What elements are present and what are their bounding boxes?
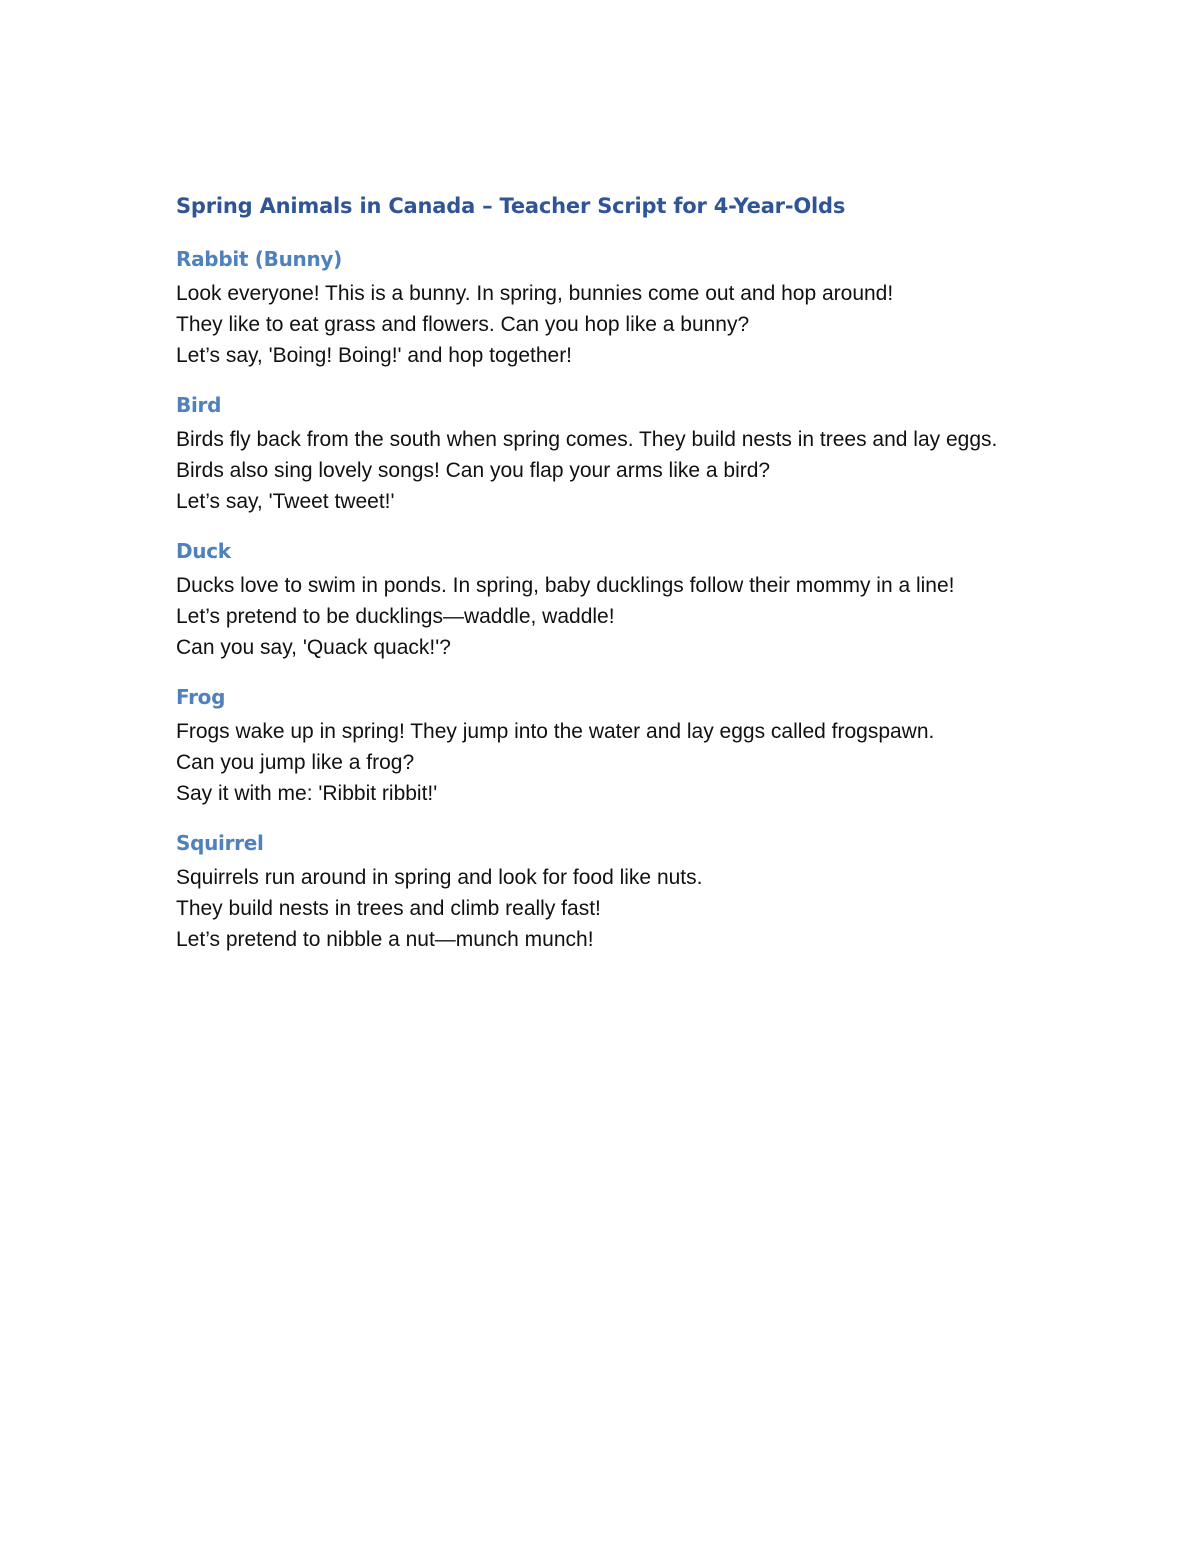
- section-line: Let’s say, 'Tweet tweet!': [176, 490, 395, 513]
- section-heading-bird: Bird: [176, 393, 222, 417]
- section-rabbit: [176, 244, 1036, 371]
- section-line: Say it with me: 'Ribbit ribbit!': [176, 782, 438, 805]
- section-squirrel: [176, 828, 1036, 955]
- section-heading-rabbit: Rabbit (Bunny): [176, 247, 342, 271]
- section-frog: [176, 682, 1036, 809]
- section-bird: [176, 390, 1036, 517]
- section-heading-duck: Duck: [176, 539, 231, 563]
- section-line: They build nests in trees and climb really fast!: [176, 897, 601, 920]
- section-line: Can you say, 'Quack quack!'?: [176, 636, 451, 659]
- section-duck: [176, 536, 1036, 663]
- document-body: [176, 188, 1036, 974]
- section-line: Let’s pretend to be ducklings—waddle, waddle!: [176, 605, 615, 628]
- section-heading-squirrel: Squirrel: [176, 831, 264, 855]
- section-line: Frogs wake up in spring! They jump into the water and lay eggs called frogspawn.: [176, 720, 935, 743]
- section-line: Let’s say, 'Boing! Boing!' and hop together!: [176, 344, 573, 367]
- section-line: Let’s pretend to nibble a nut—munch munch!: [176, 928, 594, 951]
- page-title: Spring Animals in Canada – Teacher Script for 4-Year-Olds: [176, 194, 846, 218]
- section-line: They like to eat grass and flowers. Can you hop like a bunny?: [176, 313, 750, 336]
- section-line: Can you jump like a frog?: [176, 751, 415, 774]
- section-line: Squirrels run around in spring and look for food like nuts.: [176, 866, 703, 889]
- section-line: Look everyone! This is a bunny. In spring, bunnies come out and hop around!: [176, 282, 894, 305]
- section-line: Birds fly back from the south when spring comes. They build nests in trees and lay eggs.: [176, 428, 998, 451]
- section-line: Ducks love to swim in ponds. In spring, baby ducklings follow their mommy in a line!: [176, 574, 955, 597]
- section-line: Birds also sing lovely songs! Can you flap your arms like a bird?: [176, 459, 771, 482]
- section-heading-frog: Frog: [176, 685, 226, 709]
